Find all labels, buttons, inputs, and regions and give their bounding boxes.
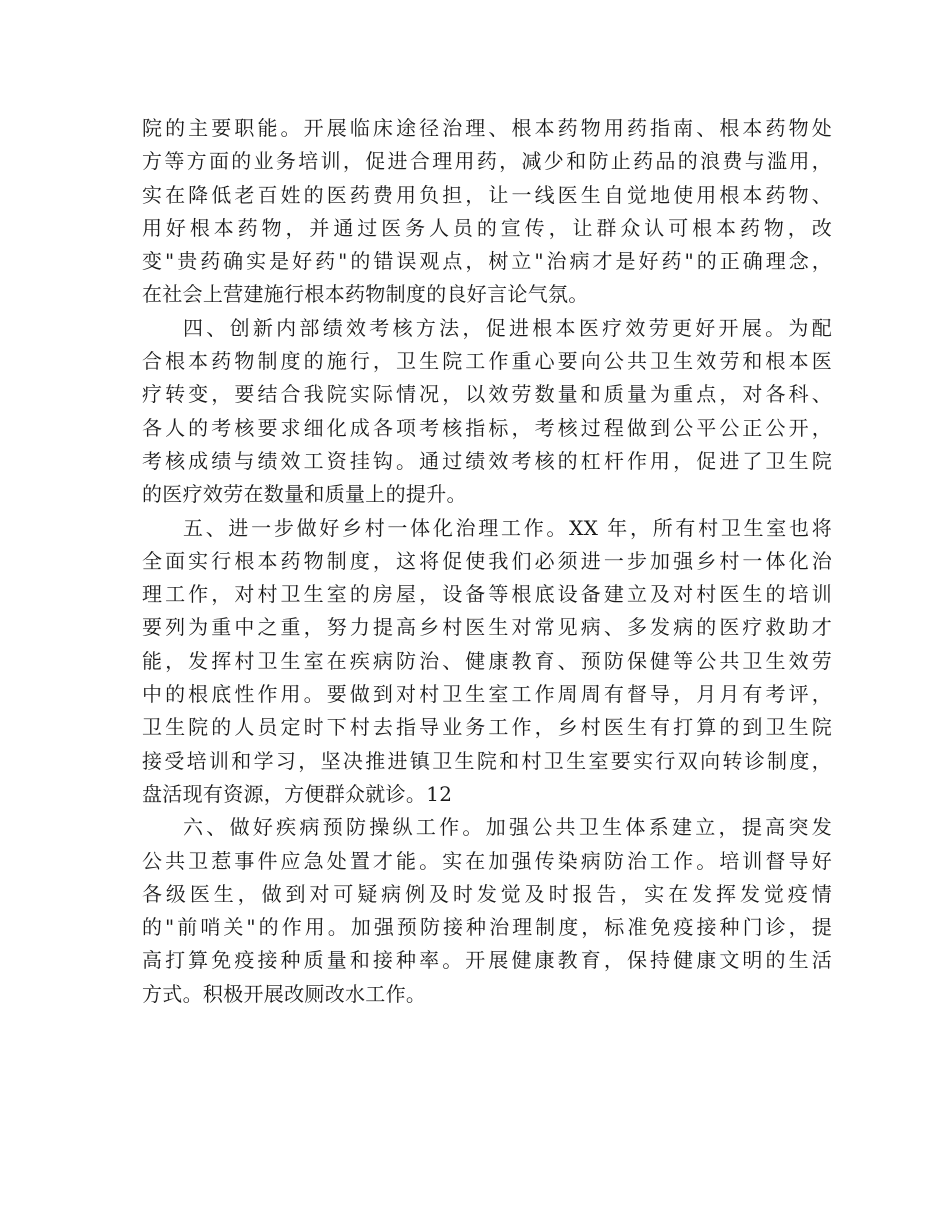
text-line: 全面实行根本药物制度，这将促使我们必须进一步加强乡村一体化治	[142, 548, 832, 573]
paragraph-continuation	[142, 112, 832, 312]
text-line: 公共卫惹事件应急处置才能。实在加强传染病防治工作。培训督导好	[142, 848, 832, 873]
text-line: 变"贵药确实是好药"的错误观点，树立"治病才是好药"的正确理念，	[142, 249, 832, 274]
text-line: 院的主要职能。开展临床途径治理、根本药物用药指南、根本药物处	[142, 116, 832, 140]
text-line: 卫生院的人员定时下村去指导业务工作，乡村医生有打算的到卫生院	[142, 715, 832, 740]
text-line: 要列为重中之重，努力提高乡村医生对常见病、多发病的医疗救助才	[142, 615, 832, 640]
text-line: 各级医生，做到对可疑病例及时发觉及时报告，实在发挥发觉疫情	[142, 881, 832, 906]
text-line: 中的根底性作用。要做到对村卫生室工作周周有督导，月月有考评，	[142, 682, 832, 707]
paragraph-section-four	[142, 312, 832, 512]
document-body	[142, 112, 832, 1011]
text-line-first: 五、进一步做好乡村一体化治理工作。XX 年，所有村卫生室也将	[183, 515, 832, 540]
text-line: 方等方面的业务培训，促进合理用药，减少和防止药品的浪费与滥用，	[142, 149, 832, 174]
text-line: 在社会上营建施行根本药物制度的良好言论气氛。	[142, 282, 589, 307]
text-line: 的医疗效劳在数量和质量上的提升。	[142, 482, 467, 507]
text-line: 方式。积极开展改厕改水工作。	[142, 981, 427, 1006]
text-line: 合根本药物制度的施行，卫生院工作重心要向公共卫生效劳和根本医	[142, 349, 832, 374]
text-line: 考核成绩与绩效工资挂钩。通过绩效考核的杠杆作用，促进了卫生院	[142, 448, 832, 473]
text-line: 理工作，对村卫生室的房屋，设备等根底设备建立及对村医生的培训	[142, 582, 832, 607]
text-line: 各人的考核要求细化成各项考核指标，考核过程做到公平公正公开，	[142, 415, 832, 440]
text-line: 的"前哨关"的作用。加强预防接种治理制度，标准免疫接种门诊，提	[142, 915, 832, 940]
text-line: 高打算免疫接种质量和接种率。开展健康教育，保持健康文明的生活	[142, 948, 832, 973]
text-line-first: 四、创新内部绩效考核方法，促进根本医疗效劳更好开展。为配	[183, 315, 832, 340]
paragraph-section-six	[142, 811, 832, 1011]
text-line: 盘活现有资源，方便群众就诊。12	[142, 781, 453, 806]
text-line: 接受培训和学习，坚决推进镇卫生院和村卫生室要实行双向转诊制度，	[142, 748, 832, 773]
paragraph-section-five	[142, 512, 832, 812]
text-line-first: 六、做好疾病预防操纵工作。加强公共卫生体系建立，提高突发	[183, 815, 832, 840]
text-line: 用好根本药物，并通过医务人员的宣传，让群众认可根本药物，改	[142, 215, 832, 240]
text-line: 实在降低老百姓的医药费用负担，让一线医生自觉地使用根本药物、	[142, 182, 832, 207]
text-line: 能，发挥村卫生室在疾病防治、健康教育、预防保健等公共卫生效劳	[142, 648, 832, 673]
text-line: 疗转变，要结合我院实际情况，以效劳数量和质量为重点，对各科、	[142, 382, 832, 407]
